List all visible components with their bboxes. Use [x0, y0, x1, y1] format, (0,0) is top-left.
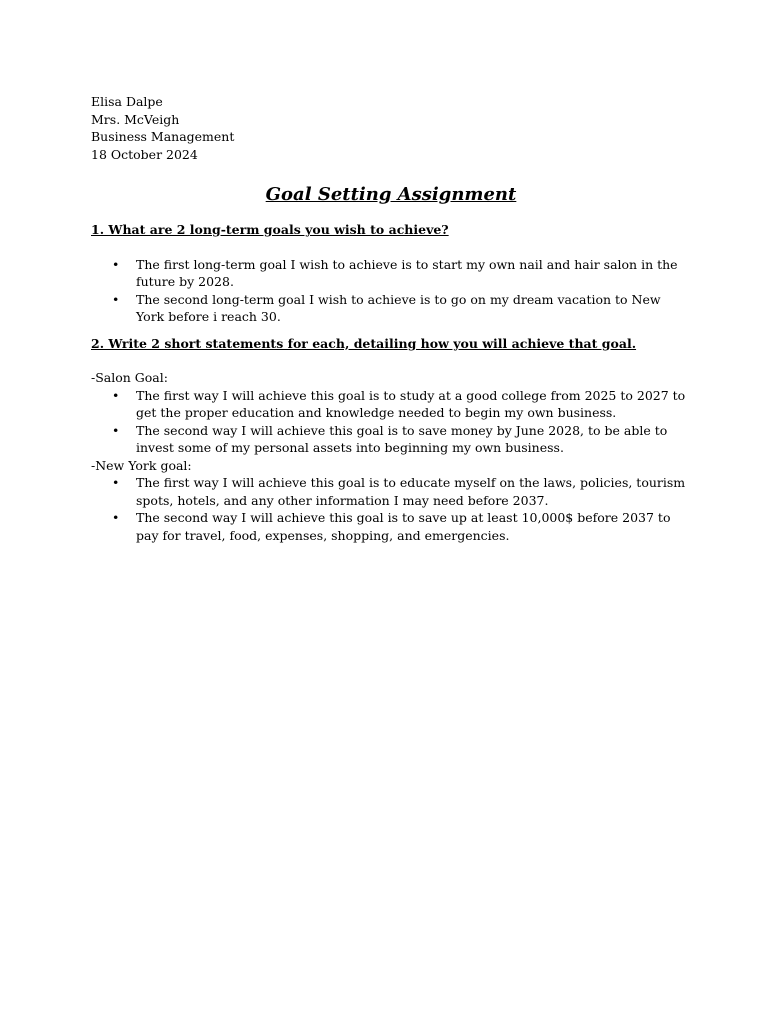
list-item [91, 256, 691, 291]
list-item [91, 509, 691, 544]
list-item [91, 422, 691, 457]
salon-goal-answers [91, 387, 691, 457]
bullet-icon: • [112, 387, 120, 403]
answer-text: The first long-term goal I wish to achieve is to start my own nail and hair salon in the future by 2028. [136, 256, 678, 289]
bullet-icon: • [112, 291, 120, 307]
bullet-icon: • [112, 510, 120, 525]
answer-text: The second way I will achieve this goal is to save up at least 10,000$ before 2037 to pay for travel, food, expenses, shopping, and emergencies. [136, 510, 671, 543]
question-1-answers [91, 256, 691, 326]
course-name: Business Management [91, 129, 235, 144]
document-header [91, 93, 691, 163]
list-item [91, 291, 691, 326]
question-2: 2. Write 2 short statements for each, detailing how you will achieve that goal. [91, 335, 637, 351]
document-page [91, 93, 691, 544]
answer-text: The second long-term goal I wish to achieve is to go on my dream vacation to New York before i reach 30. [136, 291, 661, 324]
answer-text: The first way I will achieve this goal is to educate myself on the laws, policies, tourism spots, hotels, and any other information I may need before 2037. [136, 475, 686, 508]
student-name: Elisa Dalpe [91, 94, 163, 109]
new-york-goal-section [91, 457, 691, 545]
bullet-icon: • [112, 422, 120, 438]
bullet-icon: • [112, 475, 120, 490]
document-title: Goal Setting Assignment [265, 184, 517, 205]
new-york-goal-answers [91, 474, 691, 544]
question-1: 1. What are 2 long-term goals you wish to achieve? [91, 222, 449, 237]
new-york-goal-label: -New York goal: [91, 457, 192, 473]
salon-goal-section [91, 369, 691, 457]
document-date: 18 October 2024 [91, 146, 198, 162]
answer-text: The first way I will achieve this goal is to study at a good college from 2025 to 2027 to get the proper education and knowledge needed to begin my own business. [136, 387, 686, 420]
spacer [91, 352, 691, 369]
answer-text: The second way I will achieve this goal is to save money by June 2028, to be able to invest some of my personal assets into beginning my own business. [136, 422, 668, 455]
bullet-icon: • [112, 256, 120, 272]
list-item [91, 474, 691, 509]
list-item [91, 387, 691, 422]
teacher-name: Mrs. McVeigh [91, 111, 180, 127]
salon-goal-label: -Salon Goal: [91, 370, 168, 385]
